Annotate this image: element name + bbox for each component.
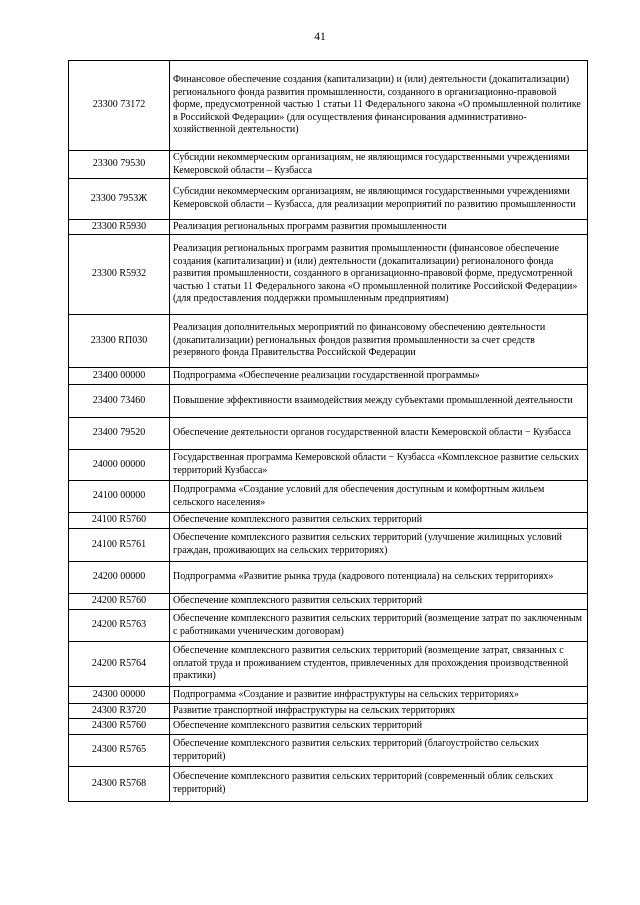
code-cell: 24300 00000	[69, 687, 170, 704]
code-cell: 23300 7953Ж	[69, 179, 170, 220]
table-row	[69, 610, 588, 642]
description-cell: Подпрограмма «Создание и развитие инфраструктуры на сельских территориях»	[170, 687, 588, 704]
budget-codes-table	[68, 60, 588, 802]
table-row	[69, 418, 588, 450]
table-row	[69, 368, 588, 385]
description-cell: Реализация дополнительных мероприятий по финансовому обеспечению деятельности (докапитализации) региональных фондов развития промышленности за счет средств резервного фонда Правительства Российской Федерации	[170, 315, 588, 368]
description-cell: Финансовое обеспечение создания (капитализации) и (или) деятельности (докапитализации) регионального фонда развития промышленности, созданного в организационно-правовой форме, предусмотренной частью 1 статьи 11 Федерального закона «О промышленной политике в Российской Федерации» (для осуществления финансирования административно-хозяйственной деятельности)	[170, 61, 588, 151]
description-cell: Обеспечение комплексного развития сельских территорий (возмещение затрат, связанных с оплатой труда и проживанием студентов, привлеченных для прохождения производственной практики)	[170, 642, 588, 687]
code-cell: 24200 R5764	[69, 642, 170, 687]
table-row	[69, 450, 588, 481]
description-cell: Обеспечение комплексного развития сельских территорий (возмещение затрат по заключенным с работниками ученическим договорам)	[170, 610, 588, 642]
code-cell: 23400 00000	[69, 368, 170, 385]
code-cell: 24000 00000	[69, 450, 170, 481]
description-cell: Реализация региональных программ развития промышленности	[170, 220, 588, 235]
table-row	[69, 735, 588, 767]
description-cell: Подпрограмма «Развитие рынка труда (кадрового потенциала) на сельских территориях»	[170, 562, 588, 594]
code-cell: 23300 79530	[69, 151, 170, 179]
table-row	[69, 719, 588, 735]
description-cell: Обеспечение комплексного развития сельских территорий	[170, 513, 588, 529]
table-row	[69, 385, 588, 418]
table-row	[69, 529, 588, 562]
description-cell: Обеспечение комплексного развития сельских территорий (современный облик сельских территорий)	[170, 767, 588, 802]
description-cell: Обеспечение комплексного развития сельских территорий (благоустройство сельских территорий)	[170, 735, 588, 767]
table-row	[69, 315, 588, 368]
code-cell: 24200 R5763	[69, 610, 170, 642]
code-cell: 24300 R3720	[69, 704, 170, 719]
code-cell: 24100 R5760	[69, 513, 170, 529]
table-row	[69, 61, 588, 151]
table-row	[69, 562, 588, 594]
code-cell: 23400 79520	[69, 418, 170, 450]
table-row	[69, 151, 588, 179]
table-row	[69, 513, 588, 529]
description-cell: Субсидии некоммерческим организациям, не являющимся государственными учреждениями Кемеровской области – Кузбасса	[170, 151, 588, 179]
code-cell: 23300 73172	[69, 61, 170, 151]
code-cell: 23300 RП030	[69, 315, 170, 368]
table-row	[69, 767, 588, 802]
code-cell: 24100 R5761	[69, 529, 170, 562]
code-cell: 23300 R5932	[69, 235, 170, 315]
code-cell: 24300 R5765	[69, 735, 170, 767]
table-row	[69, 704, 588, 719]
table-row	[69, 642, 588, 687]
description-cell: Развитие транспортной инфраструктуры на сельских территориях	[170, 704, 588, 719]
description-cell: Обеспечение комплексного развития сельских территорий (улучшение жилищных условий граждан, проживающих на сельских территориях)	[170, 529, 588, 562]
description-cell: Реализация региональных программ развития промышленности (финансовое обеспечение создания (капитализации) и (или) деятельности (докапитализации) регионалоного фонда развития промышленности, созданного в организационно-правовой форме, предусмотренной частью 1 статьи 11 Федерального закона «О промышленной политике Российской Федерации» (для предоставления поддержки промышленным предприятиям)	[170, 235, 588, 315]
description-cell: Подпрограмма «Создание условий для обеспечения доступным и комфортным жильем сельского населения»	[170, 481, 588, 513]
code-cell: 23400 73460	[69, 385, 170, 418]
table-row	[69, 220, 588, 235]
description-cell: Обеспечение комплексного развития сельских территорий	[170, 594, 588, 610]
table-row	[69, 179, 588, 220]
code-cell: 23300 R5930	[69, 220, 170, 235]
code-cell: 24300 R5768	[69, 767, 170, 802]
table-row	[69, 481, 588, 513]
code-cell: 24300 R5760	[69, 719, 170, 735]
description-cell: Повышение эффективности взаимодействия между субъектами промышленной деятельности	[170, 385, 588, 418]
description-cell: Субсидии некоммерческим организациям, не являющимся государственными учреждениями Кемеровской области – Кузбасса, для реализации мероприятий по развитию промышленности	[170, 179, 588, 220]
table-row	[69, 235, 588, 315]
description-cell: Обеспечение деятельности органов государственной власти Кемеровской области − Кузбасса	[170, 418, 588, 450]
page-number: 41	[314, 31, 326, 43]
table-row	[69, 687, 588, 704]
description-cell: Подпрограмма «Обеспечение реализации государственной программы»	[170, 368, 588, 385]
description-cell: Обеспечение комплексного развития сельских территорий	[170, 719, 588, 735]
table-row	[69, 594, 588, 610]
description-cell: Государственная программа Кемеровской области − Кузбасса «Комплексное развитие сельских территорий Кузбасса»	[170, 450, 588, 481]
code-cell: 24200 00000	[69, 562, 170, 594]
code-cell: 24200 R5760	[69, 594, 170, 610]
code-cell: 24100 00000	[69, 481, 170, 513]
